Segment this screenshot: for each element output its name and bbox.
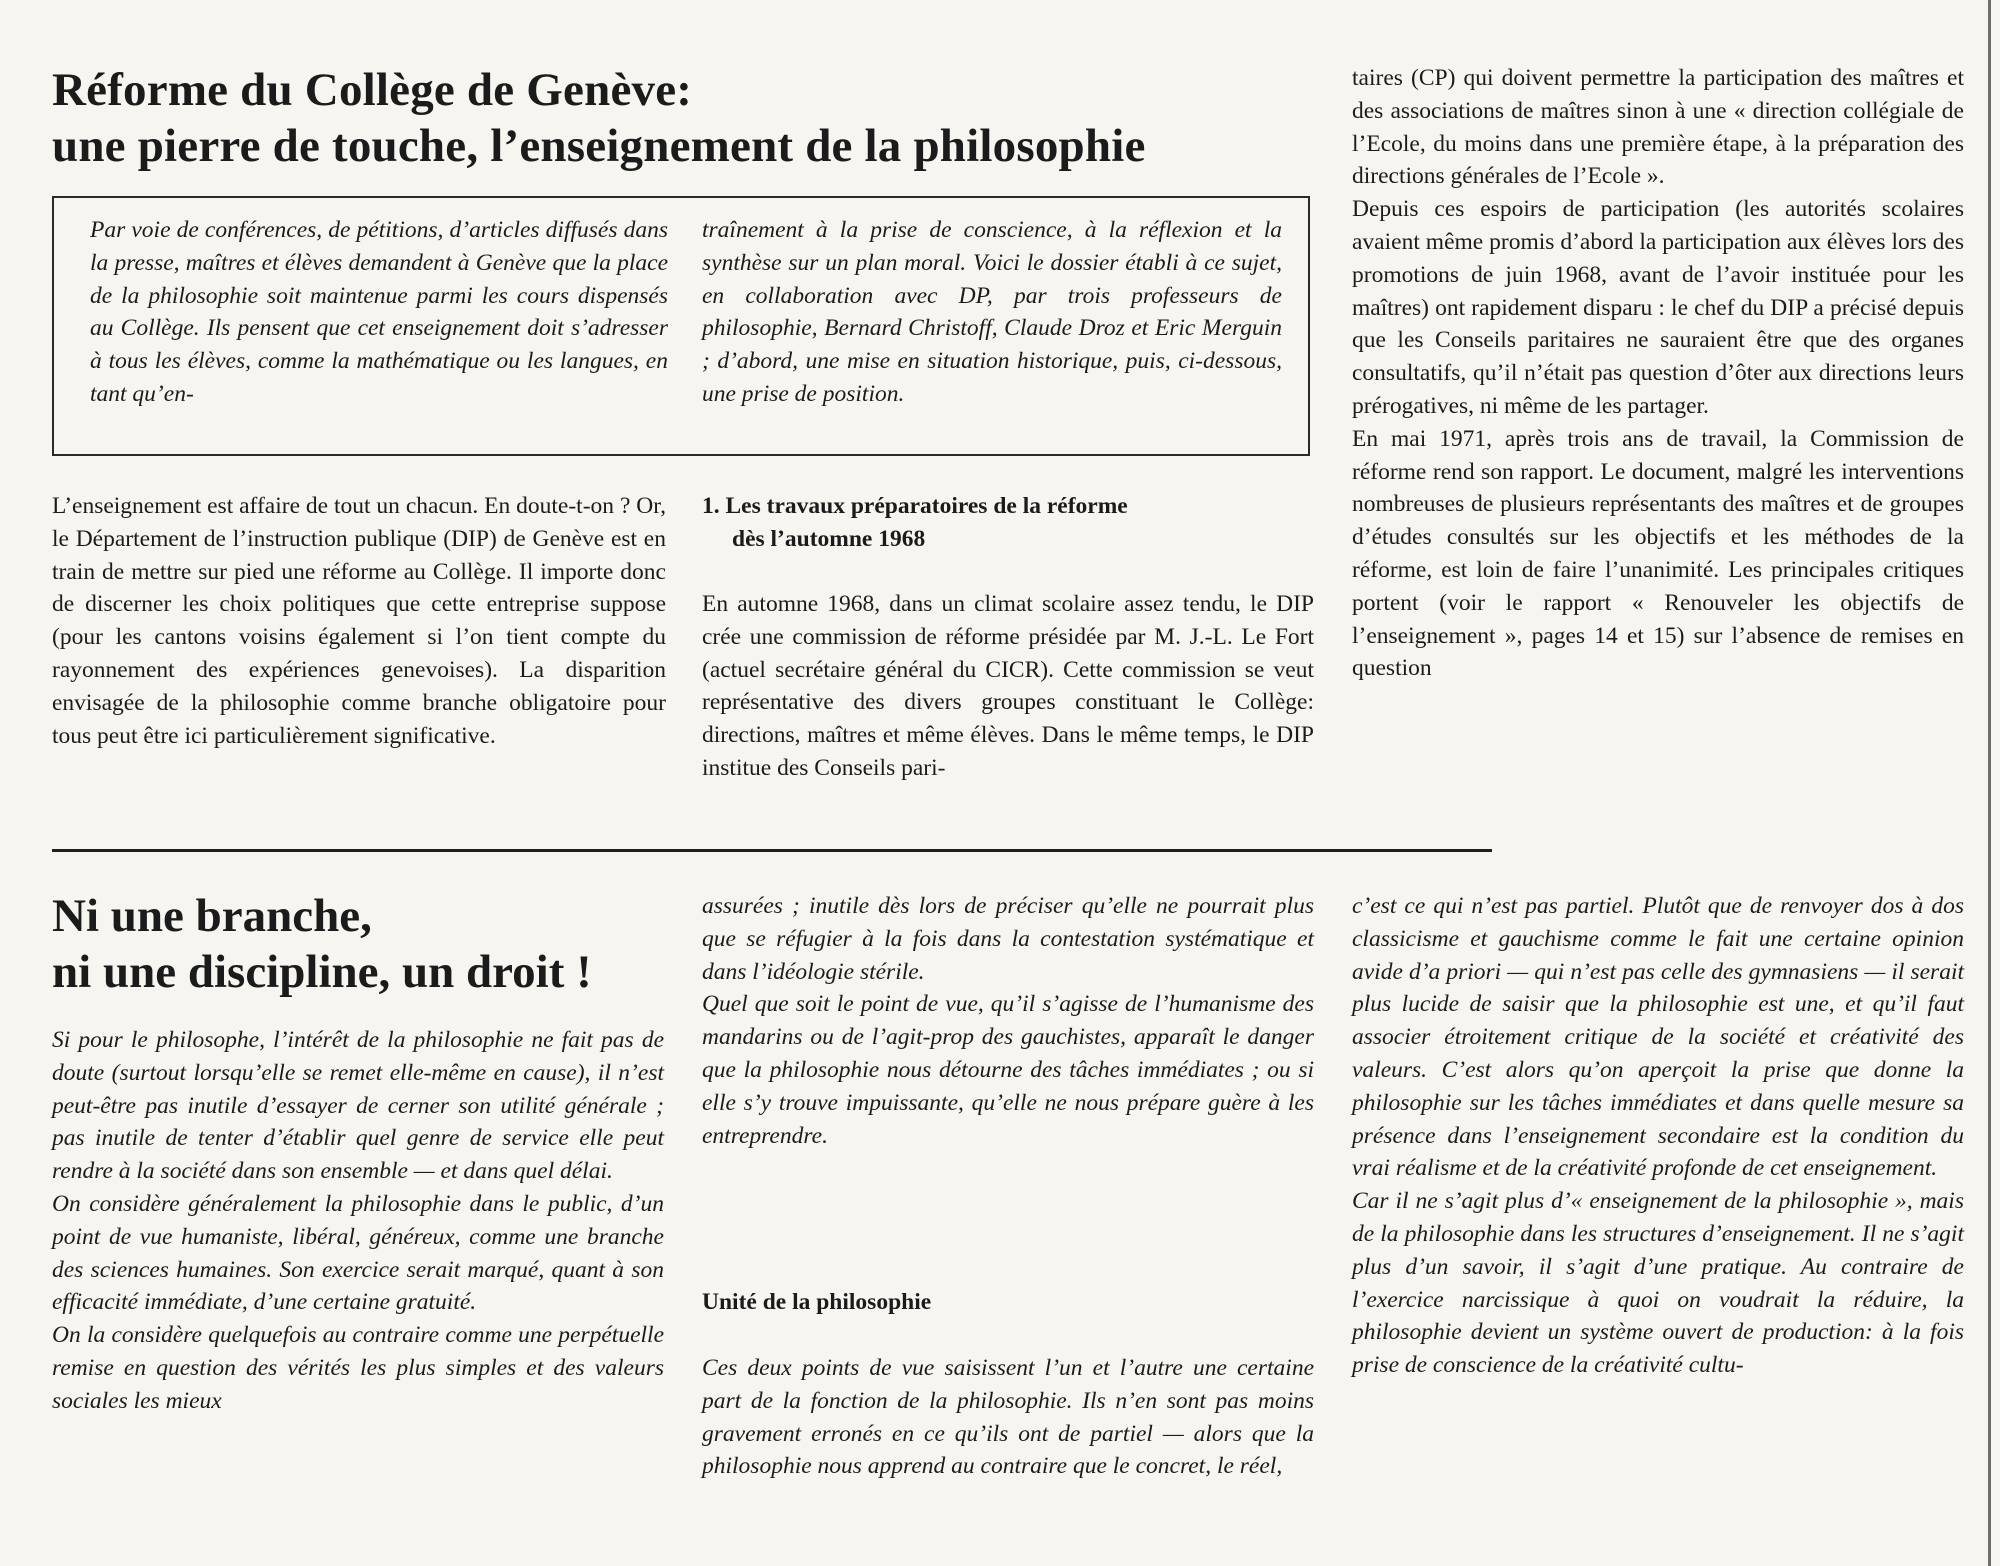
intro-box (52, 196, 1310, 456)
second-article-column-2-cont (702, 1352, 1314, 1483)
subheading: Unité de la philosophie (702, 1289, 932, 1315)
right-paragraph-2: Depuis ces espoirs de participation (les autorités scolaires avaient même promis d’abord la participation aux élèves lors des promotions de juin 1968, avant de l’avoir instituée pour les maîtres) ont rapidement disparu : le chef du DIP a précisé depuis que les Conseils paritaires ne sauraient être que des organes consultatifs, qu’il n’était pas question d’ôter aux directions leurs prérogatives, ni même de les partager. (1352, 196, 1964, 419)
second-article-column-1 (52, 1024, 664, 1418)
second-article-column-3 (1352, 890, 1964, 1382)
page-edge (1988, 0, 1991, 1566)
right-paragraph-1: taires (CP) qui doivent permettre la participation des maîtres et des associations de maîtres sinon à une « direction collégiale de l’Ecole, du moins dans une première étape, à la préparation des directions générales de l’Ecole ». (1352, 65, 1964, 190)
col1-paragraph-1: Si pour le philosophe, l’intérêt de la philosophie ne fait pas de doute (surtout lorsqu’elle se remet elle-même en cause), il n’est peut-être pas inutile d’essayer de cerner son utilité générale ; pas inutile de tenter d’établir quel genre de service elle peut rendre à la société dans son ensemble — et dans quel délai. (52, 1027, 664, 1185)
second-title-line-2: ni une discipline, un droit ! (52, 946, 592, 998)
intro-column-2 (702, 214, 1282, 411)
intro-column-1 (90, 214, 668, 411)
second-article-title (52, 888, 692, 1000)
section-text: En automne 1968, dans un climat scolaire assez tendu, le DIP crée une commission de réforme présidée par M. J.-L. Le Fort (actuel secrétaire général du CICR). Cette commission se veut représentative des divers groupes constituant le Collège: directions, maîtres et même élèves. Dans le même temps, le DIP institue des Conseils pari- (702, 591, 1314, 781)
lead-paragraph (52, 490, 666, 752)
lead-text: L’enseignement est affaire de tout un chacun. En doute-t-on ? Or, le Département de l’instruction publique (DIP) de Genève est en train de mettre sur pied une réforme au Collège. Il importe donc de discerner les choix politiques que cette entreprise suppose (pour les cantons voisins également si l’on tient compte du rayonnement des expériences genevoises). La disparition envisagée de la philosophie comme branche obligatoire pour tous peut être ici particulièrement significative. (52, 493, 666, 749)
article-title (52, 62, 1352, 174)
col1-paragraph-3: On la considère quelquefois au contraire comme une perpétuelle remise en question des vérités les plus simples et des valeurs sociales les mieux (52, 1322, 664, 1414)
col2-paragraph-2: Quel que soit le point de vue, qu’il s’agisse de l’humanisme des mandarins ou de l’agit-prop des gauchistes, apparaît le danger que la philosophie nous détourne des tâches immédiates ; ou si elle s’y trouve impuissante, qu’elle ne nous prépare guère à les entreprendre. (702, 991, 1314, 1149)
section-body (702, 588, 1314, 785)
article-title-line-2: une pierre de touche, l’enseignement de la philosophie (52, 120, 1146, 172)
right-column-top (1352, 62, 1964, 685)
right-paragraph-3: En mai 1971, après trois ans de travail, la Commission de réforme rend son rapport. Le document, malgré les interventions nombreuses de plusieurs représentants des maîtres et de groupes d’études consultés sur les objectifs et les méthodes de la réforme, est loin de faire l’unanimité. Les principales critiques portent (voir le rapport « Renouveler les objectifs de l’enseignement », pages 14 et 15) sur l’absence de remises en question (1352, 425, 1964, 682)
section-heading (702, 490, 1262, 556)
col1-paragraph-2: On considère généralement la philosophie dans le public, d’un point de vue humaniste, libéral, généreux, comme une branche des sciences humaines. Son exercice serait marqué, quant à son efficacité immédiate, d’une certaine gratuité. (52, 1190, 664, 1316)
article-title-line-1: Réforme du Collège de Genève: (52, 64, 693, 116)
col2-paragraph-3: Ces deux points de vue saisissent l’un et l’autre une certaine part de la fonction de la philosophie. Ils n’en sont pas moins gravement erronés en ce qu’ils ont de partiel — alors que la philosophie nous apprend au contraire que le concret, le réel, (702, 1355, 1314, 1480)
intro-text-2: traînement à la prise de conscience, à la réflexion et la synthèse sur un plan moral. Voici le dossier établi à ce sujet, en collaboration avec DP, par trois professeurs de philosophie, Bernard Christoff, Claude Droz et Eric Merguin ; d’abord, une mise en situation historique, puis, ci-dessous, une prise de position. (702, 217, 1282, 407)
second-article-column-2 (702, 890, 1314, 1152)
intro-text-1: Par voie de conférences, de pétitions, d’articles diffusés dans la presse, maîtres et élèves demandent à Genève que la place de la philosophie soit maintenue parmi les cours dispensés au Collège. Ils pensent que cet enseignement doit s’adresser à tous les élèves, comme la mathématique ou les langues, en tant qu’en- (90, 217, 668, 407)
col3-paragraph-2: Car il ne s’agit plus d’« enseignement de la philosophie », mais de la philosophie dans les structures d’enseignement. Il ne s’agit plus d’un savoir, il s’agit d’une pratique. Au contraire de l’exercice narcissique à quoi on voudrait la réduire, la philosophie devient un système ouvert de production: à la fois prise de conscience de la créativité cultu- (1352, 1188, 1964, 1379)
section-heading-line-2: dès l’automne 1968 (732, 525, 926, 552)
section-heading-line-1: 1. Les travaux préparatoires de la réforme (702, 493, 1128, 519)
col3-paragraph-1: c’est ce qui n’est pas partiel. Plutôt que de renvoyer dos à dos classicisme et gauchisme comme le fait une certaine opinion avide d’a priori — qui n’est pas celle des gymnasiens — il serait plus lucide de saisir que la philosophie est une, et qu’il faut associer étroitement critique de la société et créativité des valeurs. C’est alors qu’on aperçoit la prise que donne la philosophie sur les tâches immédiates et dans quelle mesure sa présence dans l’enseignement secondaire est la condition du vrai réalisme et de la créativité profonde de cet enseignement. (1352, 893, 1964, 1182)
section-divider (52, 849, 1492, 852)
second-title-line-1: Ni une branche, (52, 890, 372, 942)
col2-paragraph-1: assurées ; inutile dès lors de préciser qu’elle ne pourrait plus que se réfugier à la fois dans la contestation systématique et dans l’idéologie stérile. (702, 893, 1314, 985)
